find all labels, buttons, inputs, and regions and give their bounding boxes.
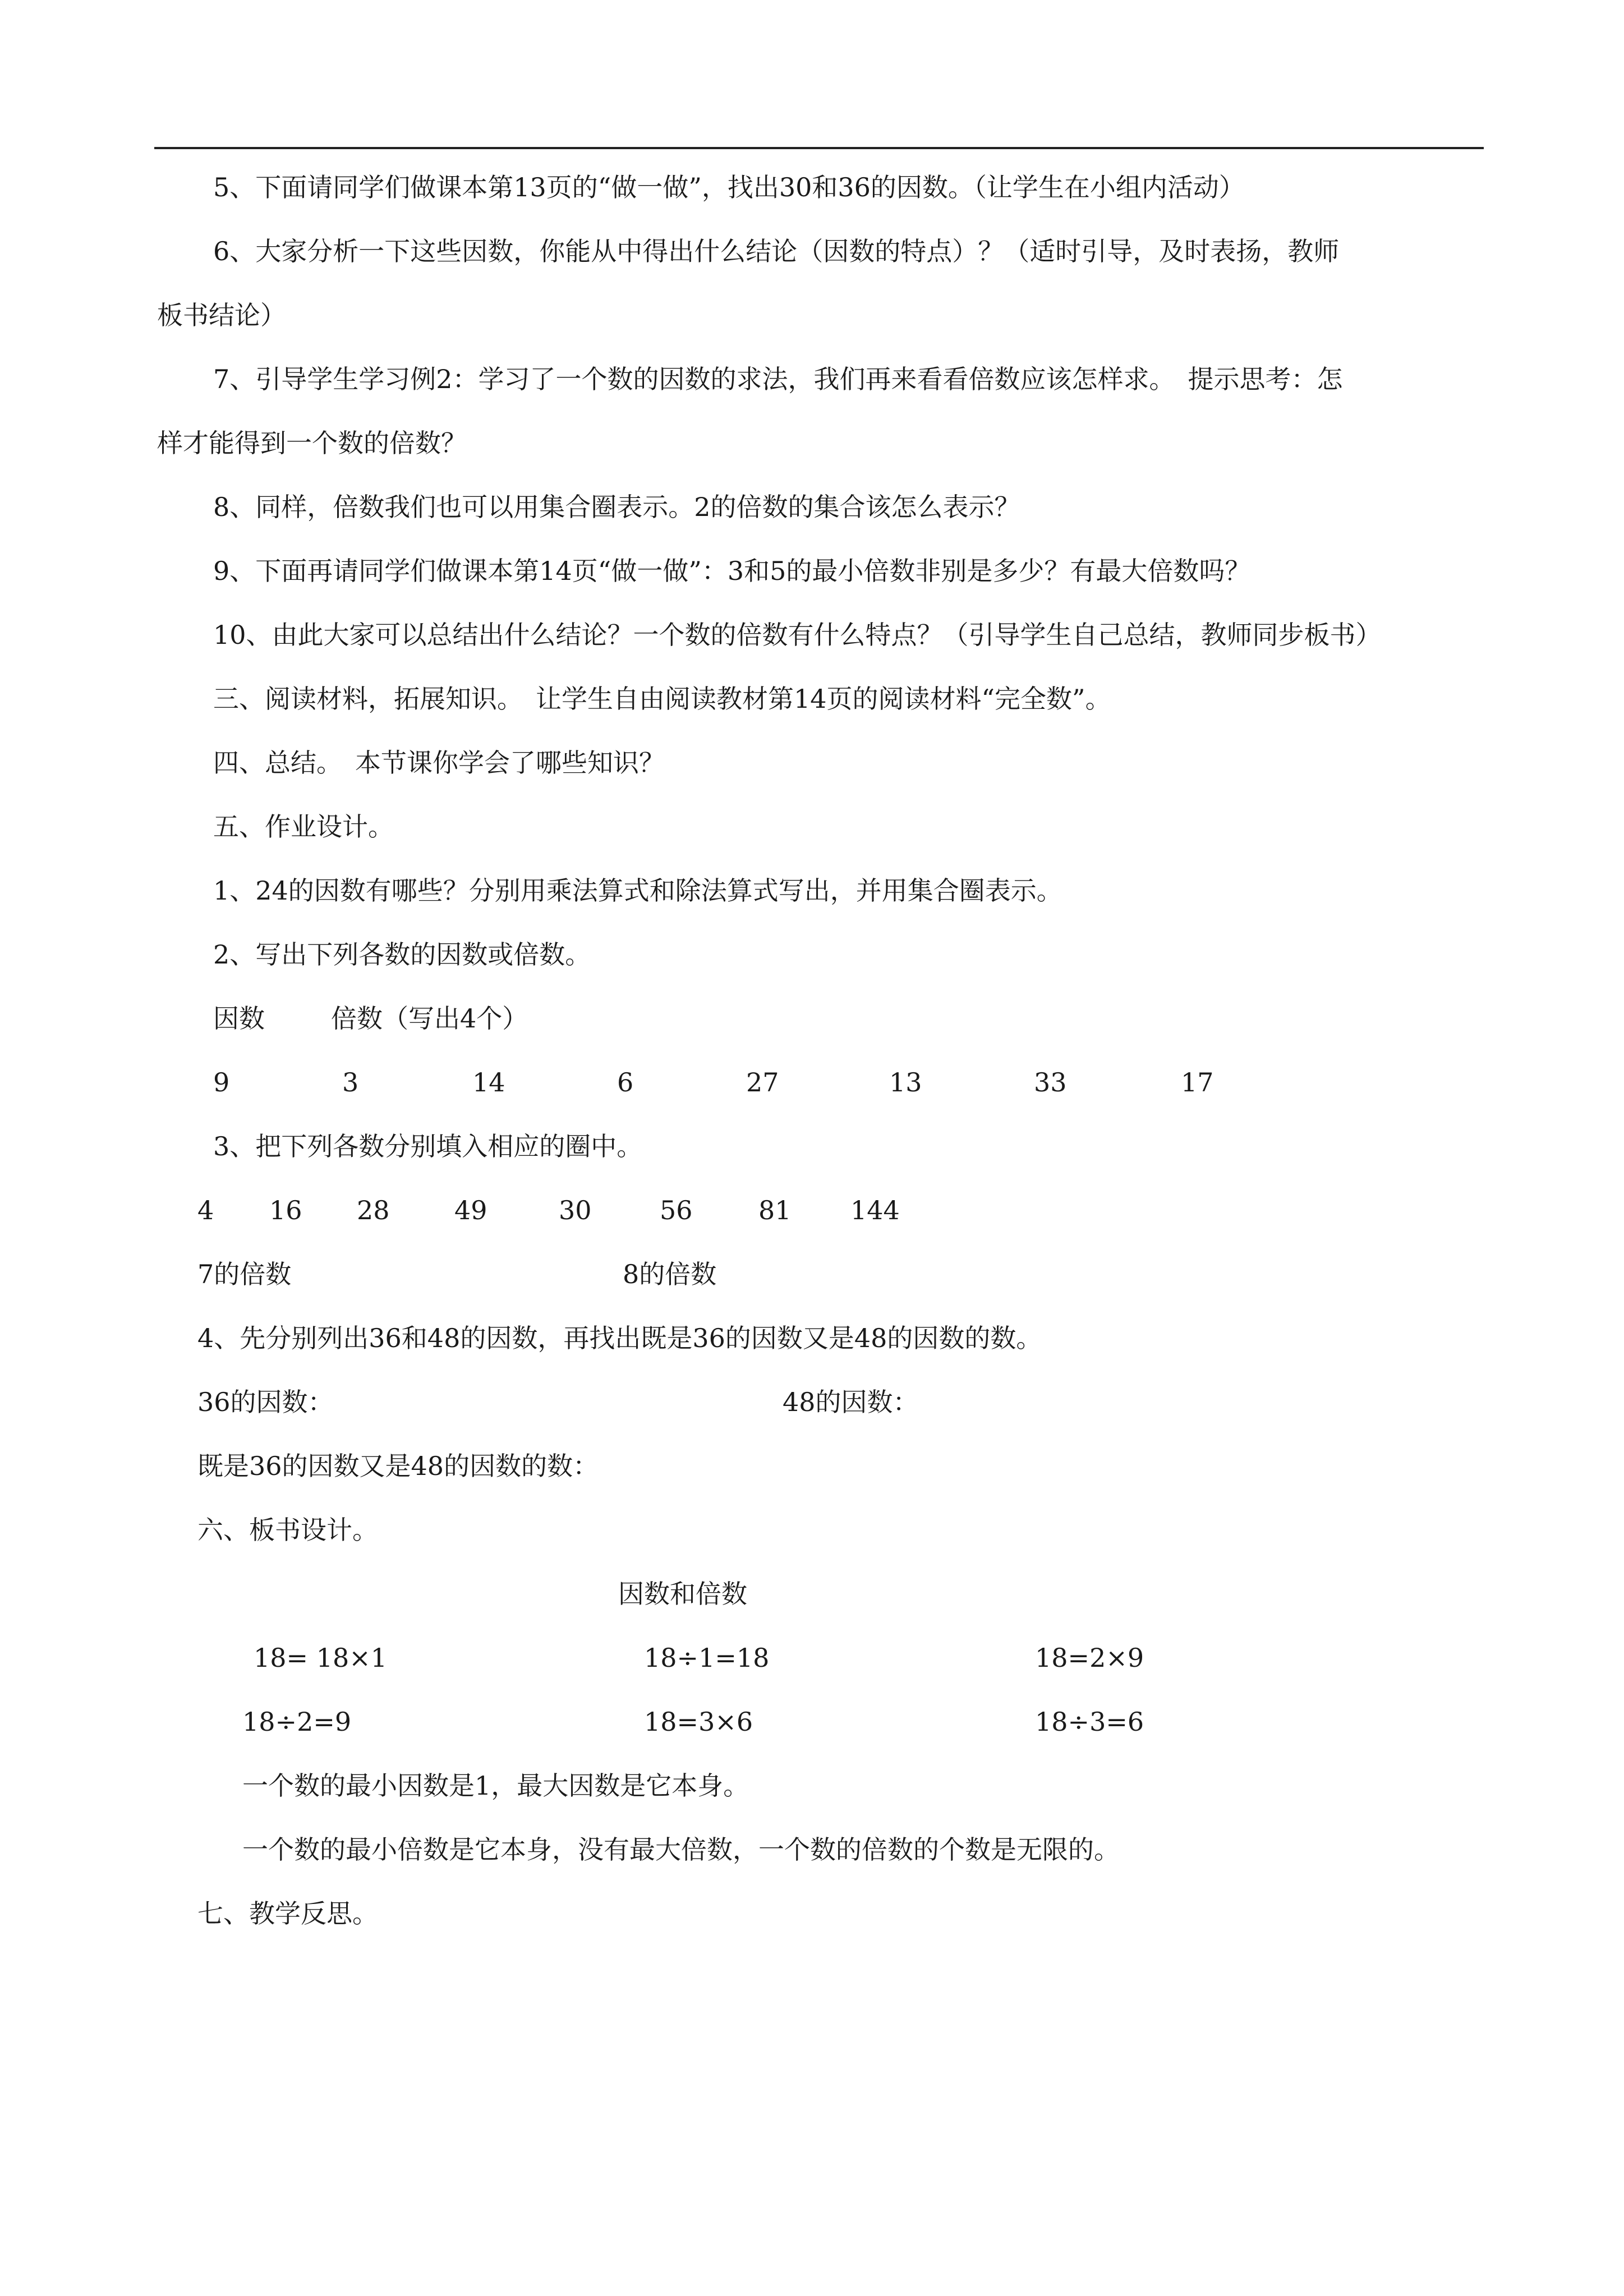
ex2-number: 33 [1034,1067,1067,1098]
header-rule [154,147,1484,149]
item-6-cont: 板书结论） [157,300,286,330]
exercise-4: 4、先分别列出36和48的因数，再找出既是36的因数又是48的因数的数。 [197,1323,1042,1353]
ex3-number: 28 [357,1195,390,1225]
board-note-factor: 一个数的最小因数是1，最大因数是它本身。 [242,1771,749,1801]
item-9: 9、下面再请同学们做课本第14页“做一做”：3和5的最小倍数非别是多少？有最大倍数吗？ [213,556,1251,586]
ex2-header-multiple: 倍数（写出4个） [331,1003,528,1034]
section-6: 六、板书设计。 [197,1515,378,1545]
ex3-number: 30 [559,1195,592,1225]
board-title: 因数和倍数 [618,1579,747,1609]
ex4-label-48: 48的因数： [783,1387,919,1417]
board-equation: 18=3×6 [644,1707,753,1737]
ex2-header-factor: 因数 [213,1003,265,1034]
board-equation: 18÷3=6 [1035,1707,1144,1737]
ex2-number: 6 [617,1067,634,1098]
section-5: 五、作业设计。 [213,812,394,842]
ex2-number: 17 [1181,1067,1214,1098]
exercise-3: 3、把下列各数分别填入相应的圈中。 [213,1131,643,1161]
ex2-number: 13 [889,1067,922,1098]
item-7: 7、引导学生学习例2：学习了一个数的因数的求法，我们再来看看倍数应该怎样求。 提示思考：怎 [213,364,1343,394]
section-7: 七、教学反思。 [197,1898,378,1929]
section-4: 四、总结。 本节课你学会了哪些知识？ [213,748,665,778]
board-equation: 18÷2=9 [242,1707,352,1737]
board-equation: 18=2×9 [1035,1643,1144,1673]
exercise-2: 2、写出下列各数的因数或倍数。 [213,939,591,970]
ex3-number: 56 [660,1195,693,1225]
item-5: 5、下面请同学们做课本第13页的“做一做”，找出30和36的因数。（让学生在小组内活动） [213,172,1245,202]
item-7-cont: 样才能得到一个数的倍数？ [157,428,467,458]
ex4-label-36: 36的因数： [197,1387,334,1417]
section-3: 三、阅读材料，拓展知识。 让学生自由阅读教材第14页的阅读材料“完全数”。 [213,684,1111,714]
ex2-number: 27 [746,1067,779,1098]
ex3-number: 16 [269,1195,302,1225]
item-10: 10、由此大家可以总结出什么结论？一个数的倍数有什么特点？（引导学生自己总结，教师同步板书） [213,620,1382,650]
board-equation: 18÷1=18 [644,1643,770,1673]
exercise-1: 1、24的因数有哪些？分别用乘法算式和除法算式写出，并用集合圈表示。 [213,875,1062,906]
item-6: 6、大家分析一下这些因数，你能从中得出什么结论（因数的特点）？（适时引导，及时表扬，教师 [213,236,1340,266]
board-equation: 18= 18×1 [254,1643,388,1673]
ex4-label-common: 既是36的因数又是48的因数的数： [197,1451,599,1481]
ex2-number: 9 [213,1067,230,1098]
ex3-circle-b-label: 8的倍数 [623,1259,717,1289]
ex3-number: 4 [197,1195,214,1225]
ex3-circle-a-label: 7的倍数 [197,1259,292,1289]
ex2-number: 3 [342,1067,359,1098]
board-note-multiple: 一个数的最小倍数是它本身，没有最大倍数，一个数的倍数的个数是无限的。 [242,1834,1120,1865]
ex2-number: 14 [472,1067,505,1098]
ex3-number: 49 [454,1195,487,1225]
item-8: 8、同样，倍数我们也可以用集合圈表示。2的倍数的集合该怎么表示？ [213,492,1020,522]
ex3-number: 144 [850,1195,900,1225]
ex3-number: 81 [758,1195,792,1225]
